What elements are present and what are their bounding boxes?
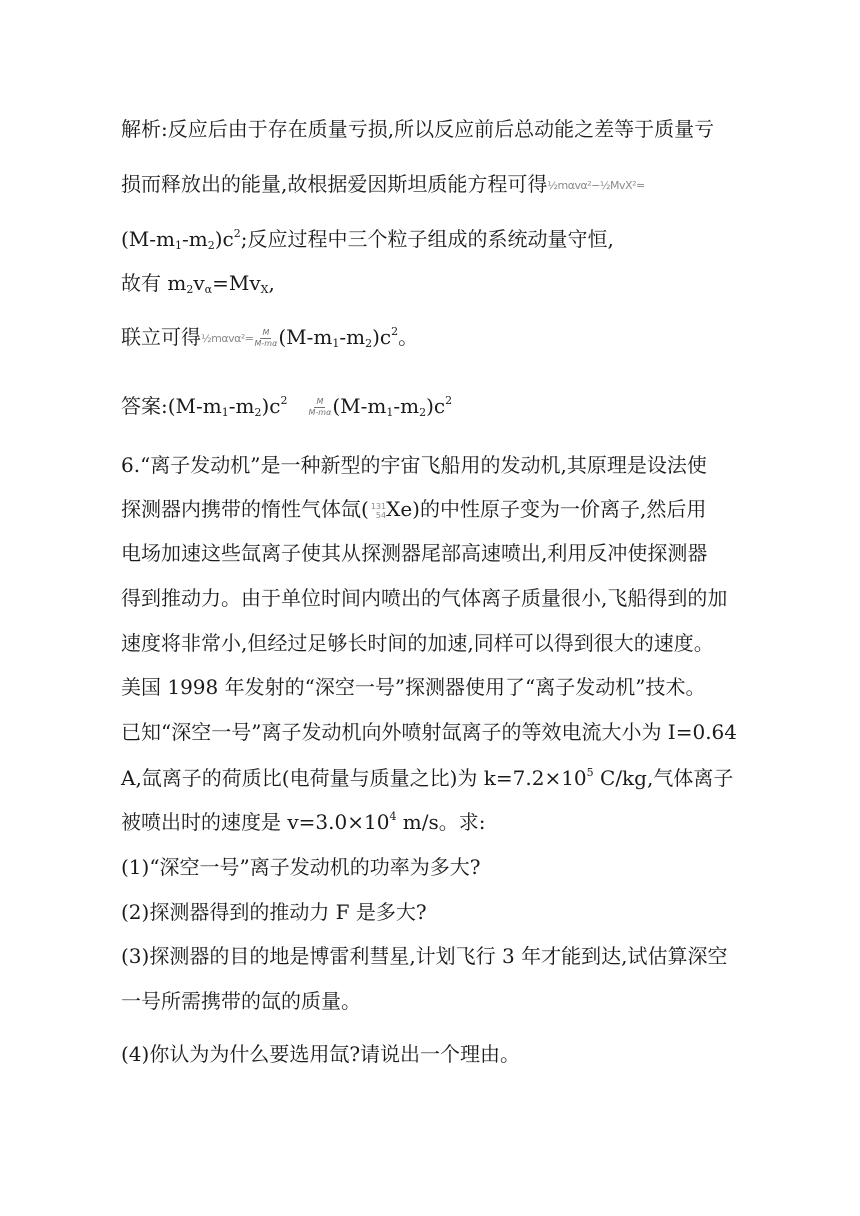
subscript: 1 — [332, 337, 340, 350]
problem-text: 已知“深空一号”离子发动机向外喷射氙离子的等效电流大小为 I=0.64 — [121, 720, 737, 744]
text: (M-m — [278, 325, 333, 349]
isotope-atomic-number: 54 — [375, 510, 387, 520]
problem-line-2 — [121, 495, 760, 523]
question-text: (4)你认为为什么要选用氙?请说出一个理由。 — [121, 1042, 521, 1066]
analysis-line-2 — [121, 170, 760, 200]
text: -m — [339, 325, 366, 349]
kinetic-energy-result-image: ½mαvα²= — [201, 331, 254, 345]
text: (M-m — [332, 394, 387, 418]
problem-text: 速度将非常小,但经过足够长时间的加速,同样可以得到很大的速度。 — [121, 631, 714, 655]
question-text: (3)探测器的目的地是博雷利彗星,计划飞行 3 年才能到达,试估算深空 — [121, 944, 728, 968]
text: =Mv — [212, 271, 261, 295]
analysis-line-5 — [121, 323, 760, 353]
fraction-denominator: M-mα — [308, 408, 332, 417]
problem-text: C/kg,气体离子 — [593, 766, 734, 790]
superscript: 2 — [280, 394, 288, 407]
analysis-text: 损而释放出的能量,故根据爱因斯坦质能方程可得 — [121, 172, 548, 196]
problem-text: 探测器内携带的惰性气体氙( — [121, 497, 369, 521]
subscript: 2 — [419, 406, 427, 419]
text: v — [193, 271, 205, 295]
problem-text: 电场加速这些氙离子使其从探测器尾部高速喷出,利用反冲使探测器 — [121, 541, 708, 565]
answer-line — [121, 392, 760, 420]
text: )c — [372, 325, 392, 349]
problem-line-1 — [121, 451, 760, 479]
subscript: 1 — [386, 406, 394, 419]
problem-text: 美国 1998 年发射的“深空一号”探测器使用了“离子发动机”技术。 — [121, 675, 706, 699]
problem-text: 被喷出时的速度是 v=3.0×10 — [121, 810, 390, 834]
problem-line-6 — [121, 673, 760, 701]
text: 。 — [398, 325, 419, 349]
text: )c — [426, 394, 446, 418]
isotope-notation-image — [371, 502, 386, 520]
problem-line-5 — [121, 629, 760, 657]
superscript: 5 — [586, 766, 594, 779]
text: 故有 m — [121, 271, 187, 295]
superscript: 4 — [389, 810, 397, 823]
superscript: 2 — [445, 394, 453, 407]
subscript: 2 — [207, 239, 215, 252]
subscript: 1 — [175, 239, 183, 252]
analysis-line-1 — [121, 115, 760, 143]
problem-text: A,氙离子的荷质比(电荷量与质量之比)为 k=7.2×10 — [121, 766, 587, 790]
question-text: 一号所需携带的氙的质量。 — [121, 989, 361, 1013]
problem-text: Xe)的中性原子变为一价离子,然后用 — [386, 497, 707, 521]
analysis-text: 解析:反应后由于存在质量亏损,所以反应前后总动能之差等于质量亏 — [121, 117, 715, 141]
answer-text: 答案:(M-m — [121, 394, 222, 418]
subscript: X — [260, 283, 269, 296]
text: -m — [393, 394, 420, 418]
subscript: 2 — [254, 406, 262, 419]
question-text: (1)“深空一号”离子发动机的功率为多大? — [121, 855, 481, 879]
text: -m — [182, 227, 208, 251]
problem-text: m/s。求: — [396, 810, 486, 834]
kinetic-energy-equation-image: ½mαvα²−½MvX²= — [547, 178, 645, 192]
fraction-numerator: M — [316, 397, 324, 406]
question-4 — [121, 1040, 760, 1068]
question-3-line-1 — [121, 942, 760, 970]
text: (M-m — [121, 227, 176, 251]
fraction-numerator: M — [262, 328, 270, 337]
text: )c — [261, 394, 281, 418]
analysis-line-4 — [121, 269, 760, 297]
fraction-image — [309, 397, 332, 418]
question-2 — [121, 898, 760, 926]
problem-line-9 — [121, 808, 760, 836]
fraction-denominator: M-mα — [254, 339, 278, 348]
fraction-image — [255, 328, 278, 349]
superscript: 2 — [391, 325, 399, 338]
comma: , — [268, 271, 275, 295]
question-3-line-2 — [121, 987, 760, 1015]
problem-line-8 — [121, 764, 760, 792]
question-text: (2)探测器得到的推动力 F 是多大? — [121, 900, 427, 924]
problem-text: 得到推动力。由于单位时间内喷出的气体离子质量很小,飞船得到的加 — [121, 586, 728, 610]
subscript: 2 — [186, 283, 194, 296]
text: ;反应过程中三个粒子组成的系统动量守恒, — [240, 227, 614, 251]
problem-text: 6.“离子发动机”是一种新型的宇宙飞船用的发动机,其原理是设法使 — [121, 453, 707, 477]
problem-line-3 — [121, 539, 760, 567]
problem-line-7 — [121, 718, 760, 746]
subscript: α — [204, 283, 213, 296]
text: 联立可得 — [121, 325, 201, 349]
text: )c — [214, 227, 234, 251]
analysis-line-3 — [121, 225, 760, 253]
subscript: 2 — [365, 337, 373, 350]
isotope-mass-number: 131 — [370, 501, 387, 511]
superscript: 2 — [233, 227, 241, 240]
question-1 — [121, 853, 760, 881]
problem-line-4 — [121, 584, 760, 612]
subscript: 1 — [221, 406, 229, 419]
text: -m — [228, 394, 255, 418]
